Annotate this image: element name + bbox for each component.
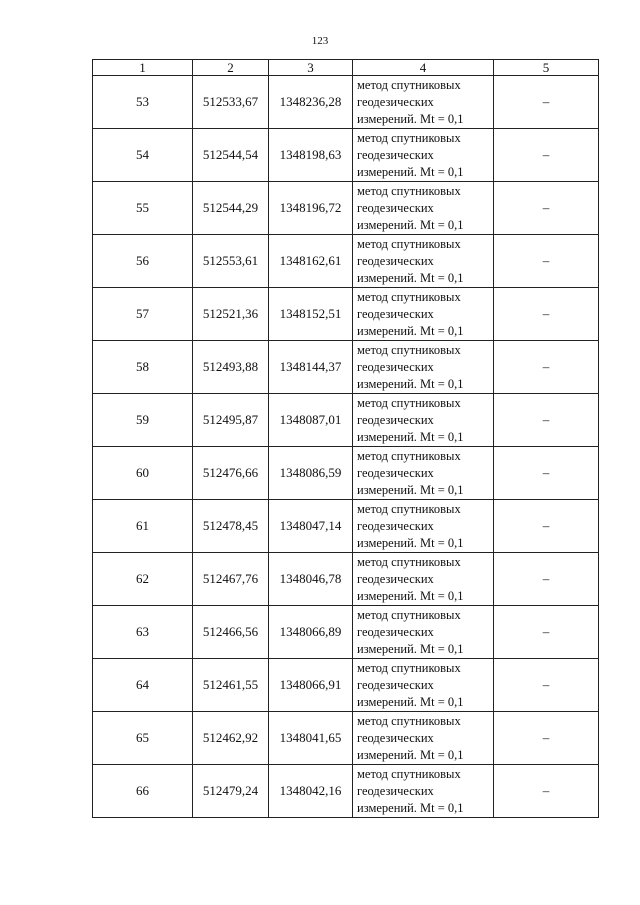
method-line: метод спутниковых bbox=[357, 554, 461, 569]
method-line: измерений. Mt = 0,1 bbox=[357, 323, 464, 338]
y-coordinate-cell: 1348144,37 bbox=[269, 341, 353, 394]
table-row bbox=[93, 712, 599, 765]
method-line: измерений. Mt = 0,1 bbox=[357, 641, 464, 656]
y-coordinate-cell: 1348066,91 bbox=[269, 659, 353, 712]
method-line: метод спутниковых bbox=[357, 607, 461, 622]
table-row bbox=[93, 129, 599, 182]
method-line: измерений. Mt = 0,1 bbox=[357, 429, 464, 444]
method-line: метод спутниковых bbox=[357, 289, 461, 304]
method-line: геодезических bbox=[357, 730, 434, 745]
point-number-cell: 66 bbox=[93, 765, 193, 818]
note-cell: – bbox=[494, 500, 599, 553]
y-coordinate-cell: 1348152,51 bbox=[269, 288, 353, 341]
table-row bbox=[93, 447, 599, 500]
method-line: метод спутниковых bbox=[357, 448, 461, 463]
x-coordinate-cell: 512461,55 bbox=[193, 659, 269, 712]
page-number: 123 bbox=[311, 35, 329, 47]
method-cell bbox=[353, 606, 494, 659]
method-line: геодезических bbox=[357, 94, 434, 109]
y-coordinate-cell: 1348041,65 bbox=[269, 712, 353, 765]
point-number-cell: 53 bbox=[93, 76, 193, 129]
method-line: геодезических bbox=[357, 359, 434, 374]
table-header-row bbox=[93, 60, 599, 76]
y-coordinate-cell: 1348196,72 bbox=[269, 182, 353, 235]
x-coordinate-cell: 512521,36 bbox=[193, 288, 269, 341]
x-coordinate-cell: 512478,45 bbox=[193, 500, 269, 553]
method-line: геодезических bbox=[357, 147, 434, 162]
column-header: 5 bbox=[494, 60, 599, 76]
point-number-cell: 63 bbox=[93, 606, 193, 659]
method-line: геодезических bbox=[357, 571, 434, 586]
y-coordinate-cell: 1348047,14 bbox=[269, 500, 353, 553]
point-number-cell: 57 bbox=[93, 288, 193, 341]
method-cell bbox=[353, 341, 494, 394]
x-coordinate-cell: 512533,67 bbox=[193, 76, 269, 129]
note-cell: – bbox=[494, 235, 599, 288]
method-line: измерений. Mt = 0,1 bbox=[357, 376, 464, 391]
point-number-cell: 58 bbox=[93, 341, 193, 394]
method-line: измерений. Mt = 0,1 bbox=[357, 482, 464, 497]
method-line: геодезических bbox=[357, 253, 434, 268]
method-cell bbox=[353, 182, 494, 235]
method-line: измерений. Mt = 0,1 bbox=[357, 217, 464, 232]
y-coordinate-cell: 1348086,59 bbox=[269, 447, 353, 500]
method-line: измерений. Mt = 0,1 bbox=[357, 747, 464, 762]
point-number-cell: 62 bbox=[93, 553, 193, 606]
note-cell: – bbox=[494, 129, 599, 182]
note-cell: – bbox=[494, 553, 599, 606]
y-coordinate-cell: 1348198,63 bbox=[269, 129, 353, 182]
table-row bbox=[93, 235, 599, 288]
coordinates-table bbox=[92, 59, 599, 818]
method-cell bbox=[353, 129, 494, 182]
note-cell: – bbox=[494, 182, 599, 235]
method-line: геодезических bbox=[357, 306, 434, 321]
table-row bbox=[93, 606, 599, 659]
x-coordinate-cell: 512544,29 bbox=[193, 182, 269, 235]
point-number-cell: 56 bbox=[93, 235, 193, 288]
method-line: метод спутниковых bbox=[357, 342, 461, 357]
method-line: измерений. Mt = 0,1 bbox=[357, 588, 464, 603]
column-header: 1 bbox=[93, 60, 193, 76]
table-row bbox=[93, 182, 599, 235]
x-coordinate-cell: 512495,87 bbox=[193, 394, 269, 447]
note-cell: – bbox=[494, 288, 599, 341]
y-coordinate-cell: 1348042,16 bbox=[269, 765, 353, 818]
method-cell bbox=[353, 447, 494, 500]
column-header: 4 bbox=[353, 60, 494, 76]
method-line: измерений. Mt = 0,1 bbox=[357, 694, 464, 709]
method-line: геодезических bbox=[357, 518, 434, 533]
table-row bbox=[93, 765, 599, 818]
method-cell bbox=[353, 500, 494, 553]
note-cell: – bbox=[494, 659, 599, 712]
method-line: метод спутниковых bbox=[357, 236, 461, 251]
method-cell bbox=[353, 553, 494, 606]
method-line: геодезических bbox=[357, 624, 434, 639]
method-line: метод спутниковых bbox=[357, 713, 461, 728]
y-coordinate-cell: 1348236,28 bbox=[269, 76, 353, 129]
method-line: метод спутниковых bbox=[357, 660, 461, 675]
table-row bbox=[93, 659, 599, 712]
x-coordinate-cell: 512553,61 bbox=[193, 235, 269, 288]
method-line: метод спутниковых bbox=[357, 766, 461, 781]
table-row bbox=[93, 288, 599, 341]
column-header: 3 bbox=[269, 60, 353, 76]
method-line: геодезических bbox=[357, 677, 434, 692]
x-coordinate-cell: 512466,56 bbox=[193, 606, 269, 659]
method-line: измерений. Mt = 0,1 bbox=[357, 535, 464, 550]
table-body bbox=[93, 76, 599, 818]
table-row bbox=[93, 394, 599, 447]
x-coordinate-cell: 512479,24 bbox=[193, 765, 269, 818]
point-number-cell: 65 bbox=[93, 712, 193, 765]
point-number-cell: 61 bbox=[93, 500, 193, 553]
method-cell bbox=[353, 76, 494, 129]
method-cell bbox=[353, 765, 494, 818]
table-row bbox=[93, 341, 599, 394]
method-line: измерений. Mt = 0,1 bbox=[357, 800, 464, 815]
note-cell: – bbox=[494, 394, 599, 447]
note-cell: – bbox=[494, 765, 599, 818]
x-coordinate-cell: 512493,88 bbox=[193, 341, 269, 394]
method-cell bbox=[353, 288, 494, 341]
point-number-cell: 64 bbox=[93, 659, 193, 712]
table-row bbox=[93, 500, 599, 553]
x-coordinate-cell: 512544,54 bbox=[193, 129, 269, 182]
y-coordinate-cell: 1348162,61 bbox=[269, 235, 353, 288]
method-line: геодезических bbox=[357, 783, 434, 798]
point-number-cell: 55 bbox=[93, 182, 193, 235]
table-row bbox=[93, 553, 599, 606]
note-cell: – bbox=[494, 447, 599, 500]
method-cell bbox=[353, 394, 494, 447]
x-coordinate-cell: 512476,66 bbox=[193, 447, 269, 500]
y-coordinate-cell: 1348087,01 bbox=[269, 394, 353, 447]
method-line: геодезических bbox=[357, 412, 434, 427]
method-line: измерений. Mt = 0,1 bbox=[357, 164, 464, 179]
point-number-cell: 54 bbox=[93, 129, 193, 182]
method-line: метод спутниковых bbox=[357, 501, 461, 516]
y-coordinate-cell: 1348066,89 bbox=[269, 606, 353, 659]
point-number-cell: 60 bbox=[93, 447, 193, 500]
note-cell: – bbox=[494, 712, 599, 765]
note-cell: – bbox=[494, 76, 599, 129]
table-row bbox=[93, 76, 599, 129]
method-cell bbox=[353, 235, 494, 288]
method-line: метод спутниковых bbox=[357, 183, 461, 198]
method-cell bbox=[353, 659, 494, 712]
method-line: метод спутниковых bbox=[357, 130, 461, 145]
x-coordinate-cell: 512462,92 bbox=[193, 712, 269, 765]
x-coordinate-cell: 512467,76 bbox=[193, 553, 269, 606]
point-number-cell: 59 bbox=[93, 394, 193, 447]
note-cell: – bbox=[494, 606, 599, 659]
method-line: метод спутниковых bbox=[357, 77, 461, 92]
method-line: измерений. Mt = 0,1 bbox=[357, 270, 464, 285]
method-line: измерений. Mt = 0,1 bbox=[357, 111, 464, 126]
y-coordinate-cell: 1348046,78 bbox=[269, 553, 353, 606]
method-line: метод спутниковых bbox=[357, 395, 461, 410]
column-header: 2 bbox=[193, 60, 269, 76]
method-cell bbox=[353, 712, 494, 765]
note-cell: – bbox=[494, 341, 599, 394]
method-line: геодезических bbox=[357, 465, 434, 480]
method-line: геодезических bbox=[357, 200, 434, 215]
